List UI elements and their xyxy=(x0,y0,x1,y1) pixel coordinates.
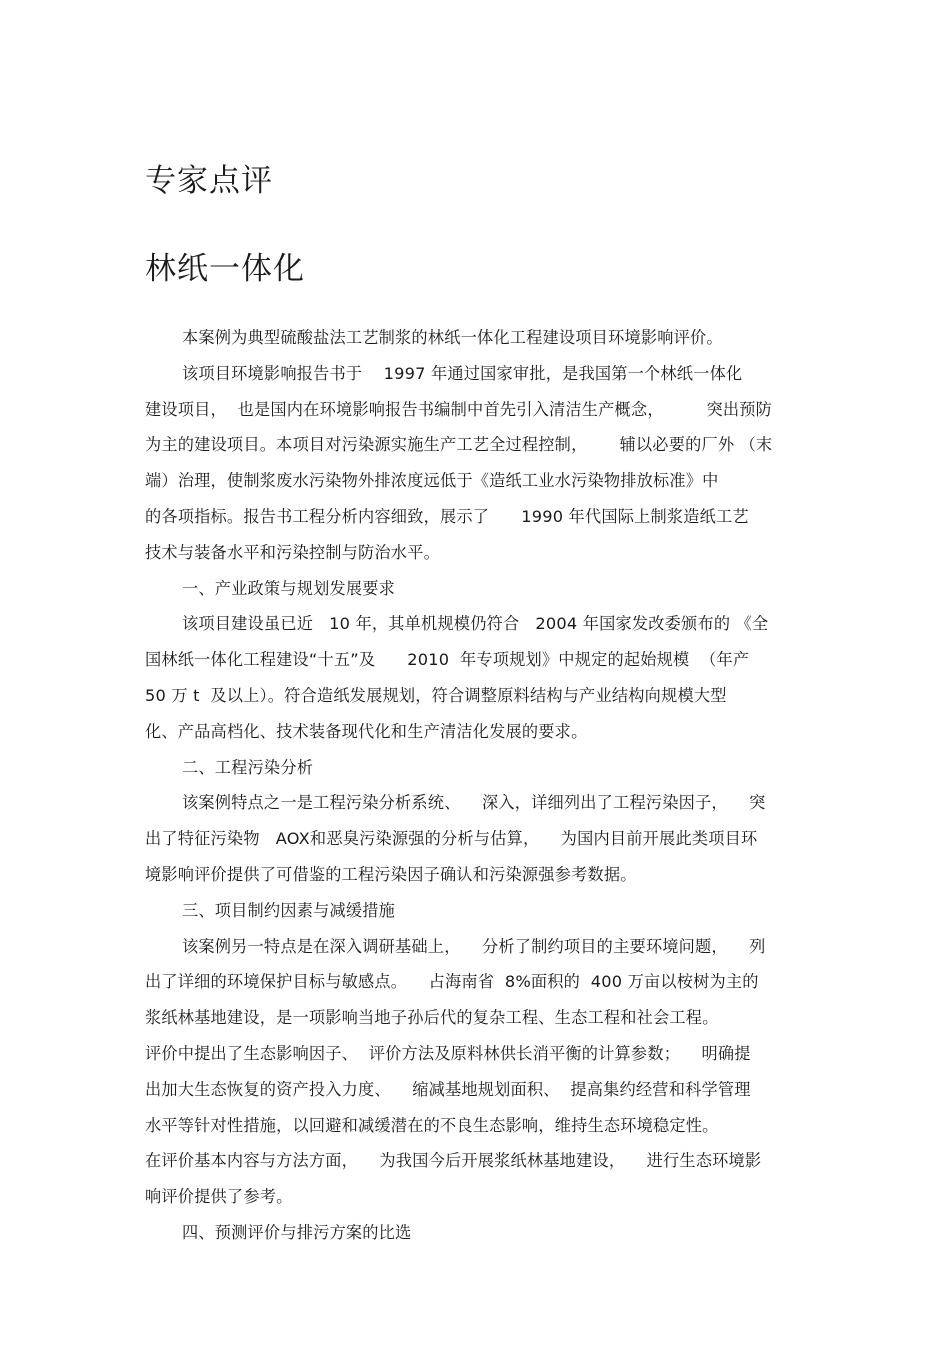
section-title: 林纸一体化 xyxy=(145,251,305,287)
text-line: 的各项指标。报告书工程分析内容细致，展示了 1990 年代国际上制浆造纸工艺 xyxy=(145,506,749,526)
text-line: 浆纸林基地建设，是一项影响当地子孙后代的复杂工程、生态工程和社会工程。 xyxy=(145,1008,719,1028)
text-line: 水平等针对性措施，以回避和减缓潜在的不良生态影响，维持生态环境稳定性。 xyxy=(145,1115,719,1135)
text-line: 技术与装备水平和污染控制与防治水平。 xyxy=(145,542,440,562)
text-line: 境影响评价提供了可借鉴的工程污染因子确认和污染源强参考数据。 xyxy=(145,864,637,884)
text-line: 该项目环境影响报告书于 1997 年通过国家审批，是我国第一个林纸一体化 xyxy=(182,363,743,383)
text-line: 四、预测评价与排污方案的比选 xyxy=(182,1222,412,1242)
text-line: 响评价提供了参考。 xyxy=(145,1187,293,1207)
text-line: 为主的建设项目。本项目对污染源实施生产工艺全过程控制， 辅以必要的厂外 （末 xyxy=(145,435,773,455)
text-line: 该案例特点之一是工程污染分析系统、 深入，详细列出了工程污染因子， 突 xyxy=(182,793,766,813)
text-line: 端）治理，使制浆废水污染物外排浓度远低于《造纸工业水污染物排放标准》中 xyxy=(145,471,719,491)
text-line: 国林纸一体化工程建设“十五”及 2010 年专项规划》中规定的起始规模 （年产 xyxy=(145,650,750,670)
text-line: 一、产业政策与规划发展要求 xyxy=(182,578,396,598)
text-line: 出了特征污染物 AOX和恶臭污染源强的分析与估算， 为国内目前开展此类项目环 xyxy=(145,829,758,849)
text-line: 二、工程污染分析 xyxy=(182,757,314,777)
text-line: 出加大生态恢复的资产投入力度、 缩减基地规划面积、 提高集约经营和科学管理 xyxy=(145,1079,751,1099)
text-line: 化、产品高档化、技术装备现代化和生产清洁化发展的要求。 xyxy=(145,721,588,741)
text-line: 建设项目， 也是国内在环境影响报告书编制中首先引入清洁生产概念， 突出预防 xyxy=(145,399,773,419)
body-text xyxy=(145,320,815,1251)
text-line: 在评价基本内容与方法方面， 为我国今后开展浆纸林基地建设， 进行生态环境影 xyxy=(145,1151,762,1171)
text-line: 评价中提出了生态影响因子、 评价方法及原料林供长消平衡的计算参数； 明确提 xyxy=(145,1043,751,1063)
text-line: 50 万 t 及以上）。符合造纸发展规划，符合调整原料结构与产业结构向规模大型 xyxy=(145,685,727,705)
text-line: 该案例另一特点是在深入调研基础上， 分析了制约项目的主要环境问题， 列 xyxy=(182,936,766,956)
text-line: 三、项目制约因素与减缓措施 xyxy=(182,900,396,920)
text-line: 本案例为典型硫酸盐法工艺制浆的林纸一体化工程建设项目环境影响评价。 xyxy=(182,328,723,347)
text-line: 出了详细的环境保护目标与敏感点。 占海南省 8%面积的 400 万亩以桉树为主的 xyxy=(145,972,759,992)
page-title: 专家点评 xyxy=(145,163,273,199)
text-line: 该项目建设虽已近 10 年，其单机规模仍符合 2004 年国家发改委颁布的 《全 xyxy=(182,614,769,634)
